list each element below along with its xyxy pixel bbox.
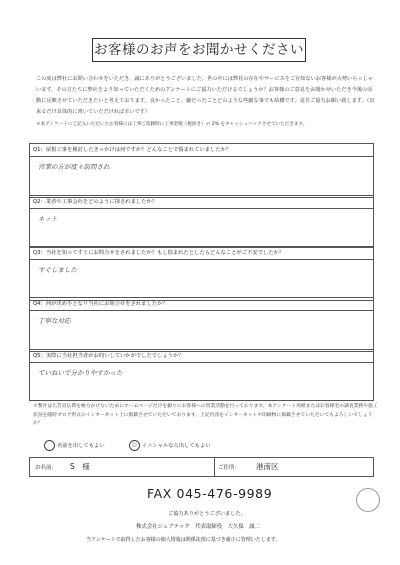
question-label: Q1：屋根工事を検討したきっかけは何ですか？どんなことで悩まれていましたか？ [30,144,373,157]
checkbox-circle[interactable] [44,440,55,451]
privacy-note: 当アンケートで取得したお客様の個人情報は関係法規に基づき厳正に管理いたします。 [86,537,281,543]
answer-area[interactable] [30,311,373,351]
answer-area[interactable] [30,209,373,247]
confirmation-stamp [356,488,380,512]
question-label: Q2：業者や工事会社をどのように探されましたか？ [30,196,373,209]
consent-label: 名前を出してもよい [57,443,105,449]
question-box-q5 [29,349,374,401]
handwritten-answer: すぐしました [38,266,77,274]
handwritten-answer: 丁寧な対応 [38,317,71,325]
thanks-text: ご協力ありがとうございました。 [168,511,246,517]
intro-text: この度は弊社にお問い合わせをいただき、誠にありがとうございました。世の中には弊社の存在やサービスをご存知ないお客様が大勢いらっしゃいます。その方たちに弊社をより知っていただくためのアンケートにご協力いただけるでしょうか？お客様のご意見をお聞かせいただき今後の活動に反映させていただきたいと考えております。良かったこと、嫌だったことどのような些細な事でも結構です。是非ご協力お願い致します。（出来るだけ具体的に書いていただければ幸いです） [36,76,375,115]
question-box-q3 [29,246,374,301]
address-field[interactable]: 港南区 [256,462,279,471]
fax-number: FAX 045-476-9989 [147,486,273,501]
cashback-note: ＊本アンケートにご記入いただいたお客様には工事ご依頼時に工事金額（税抜き）の 2% をキャッシュバックさせていただきます。 [36,122,308,127]
customer-info-box [29,457,374,477]
name-label: お名前： [35,465,58,471]
question-label: Q5：実際に当社担当者がお伺いしていかがでしたでしょうか？ [30,350,373,363]
company-info: 株式会社シェアテック 代表取締役 大久保 誠二 [136,524,260,530]
page-title: お客様のお声をお聞かせください [92,38,306,62]
consent-option-name[interactable] [44,440,105,451]
address-label: ご住所： [218,465,241,471]
consent-label: イニシャルなら出してもよい [142,443,211,449]
consent-option-initials[interactable] [129,440,211,451]
field-divider [214,458,215,476]
publication-consent-note: ＊弊社は広告宣伝費を極力かけないためにホームページだけを頼りにお客様への営業活動を行っております。本アンケート用紙またはお客様宅の調査業務や施工状況を随時ブログ形式のインターネット上に掲載させていただいております。上記内容をインターネットや印刷物に掲載させていただいてもよろしいでしょうか？ [33,404,378,426]
question-label: Q4：何が決め手となり当社にお問合せをされましたか？ [30,298,373,311]
answer-area[interactable] [30,260,373,300]
handwritten-answer: ていねいで分かりやすかった [38,369,123,377]
handwritten-answer: ネット [38,215,58,223]
question-box-q4 [29,297,374,352]
question-box-q1 [29,143,374,198]
question-label: Q3：当社を知ってすぐにお問合せをされましたか？もし悩まれたとしたらどんなことがご不安でしたか？ [30,247,373,260]
handwritten-answer: 営業の方が度々訪問され [38,163,110,171]
answer-area[interactable] [30,363,373,400]
question-box-q2 [29,195,374,248]
checkbox-circle[interactable]: ○ [129,440,140,451]
name-field[interactable]: S 様 [70,462,90,471]
answer-area[interactable] [30,157,373,197]
